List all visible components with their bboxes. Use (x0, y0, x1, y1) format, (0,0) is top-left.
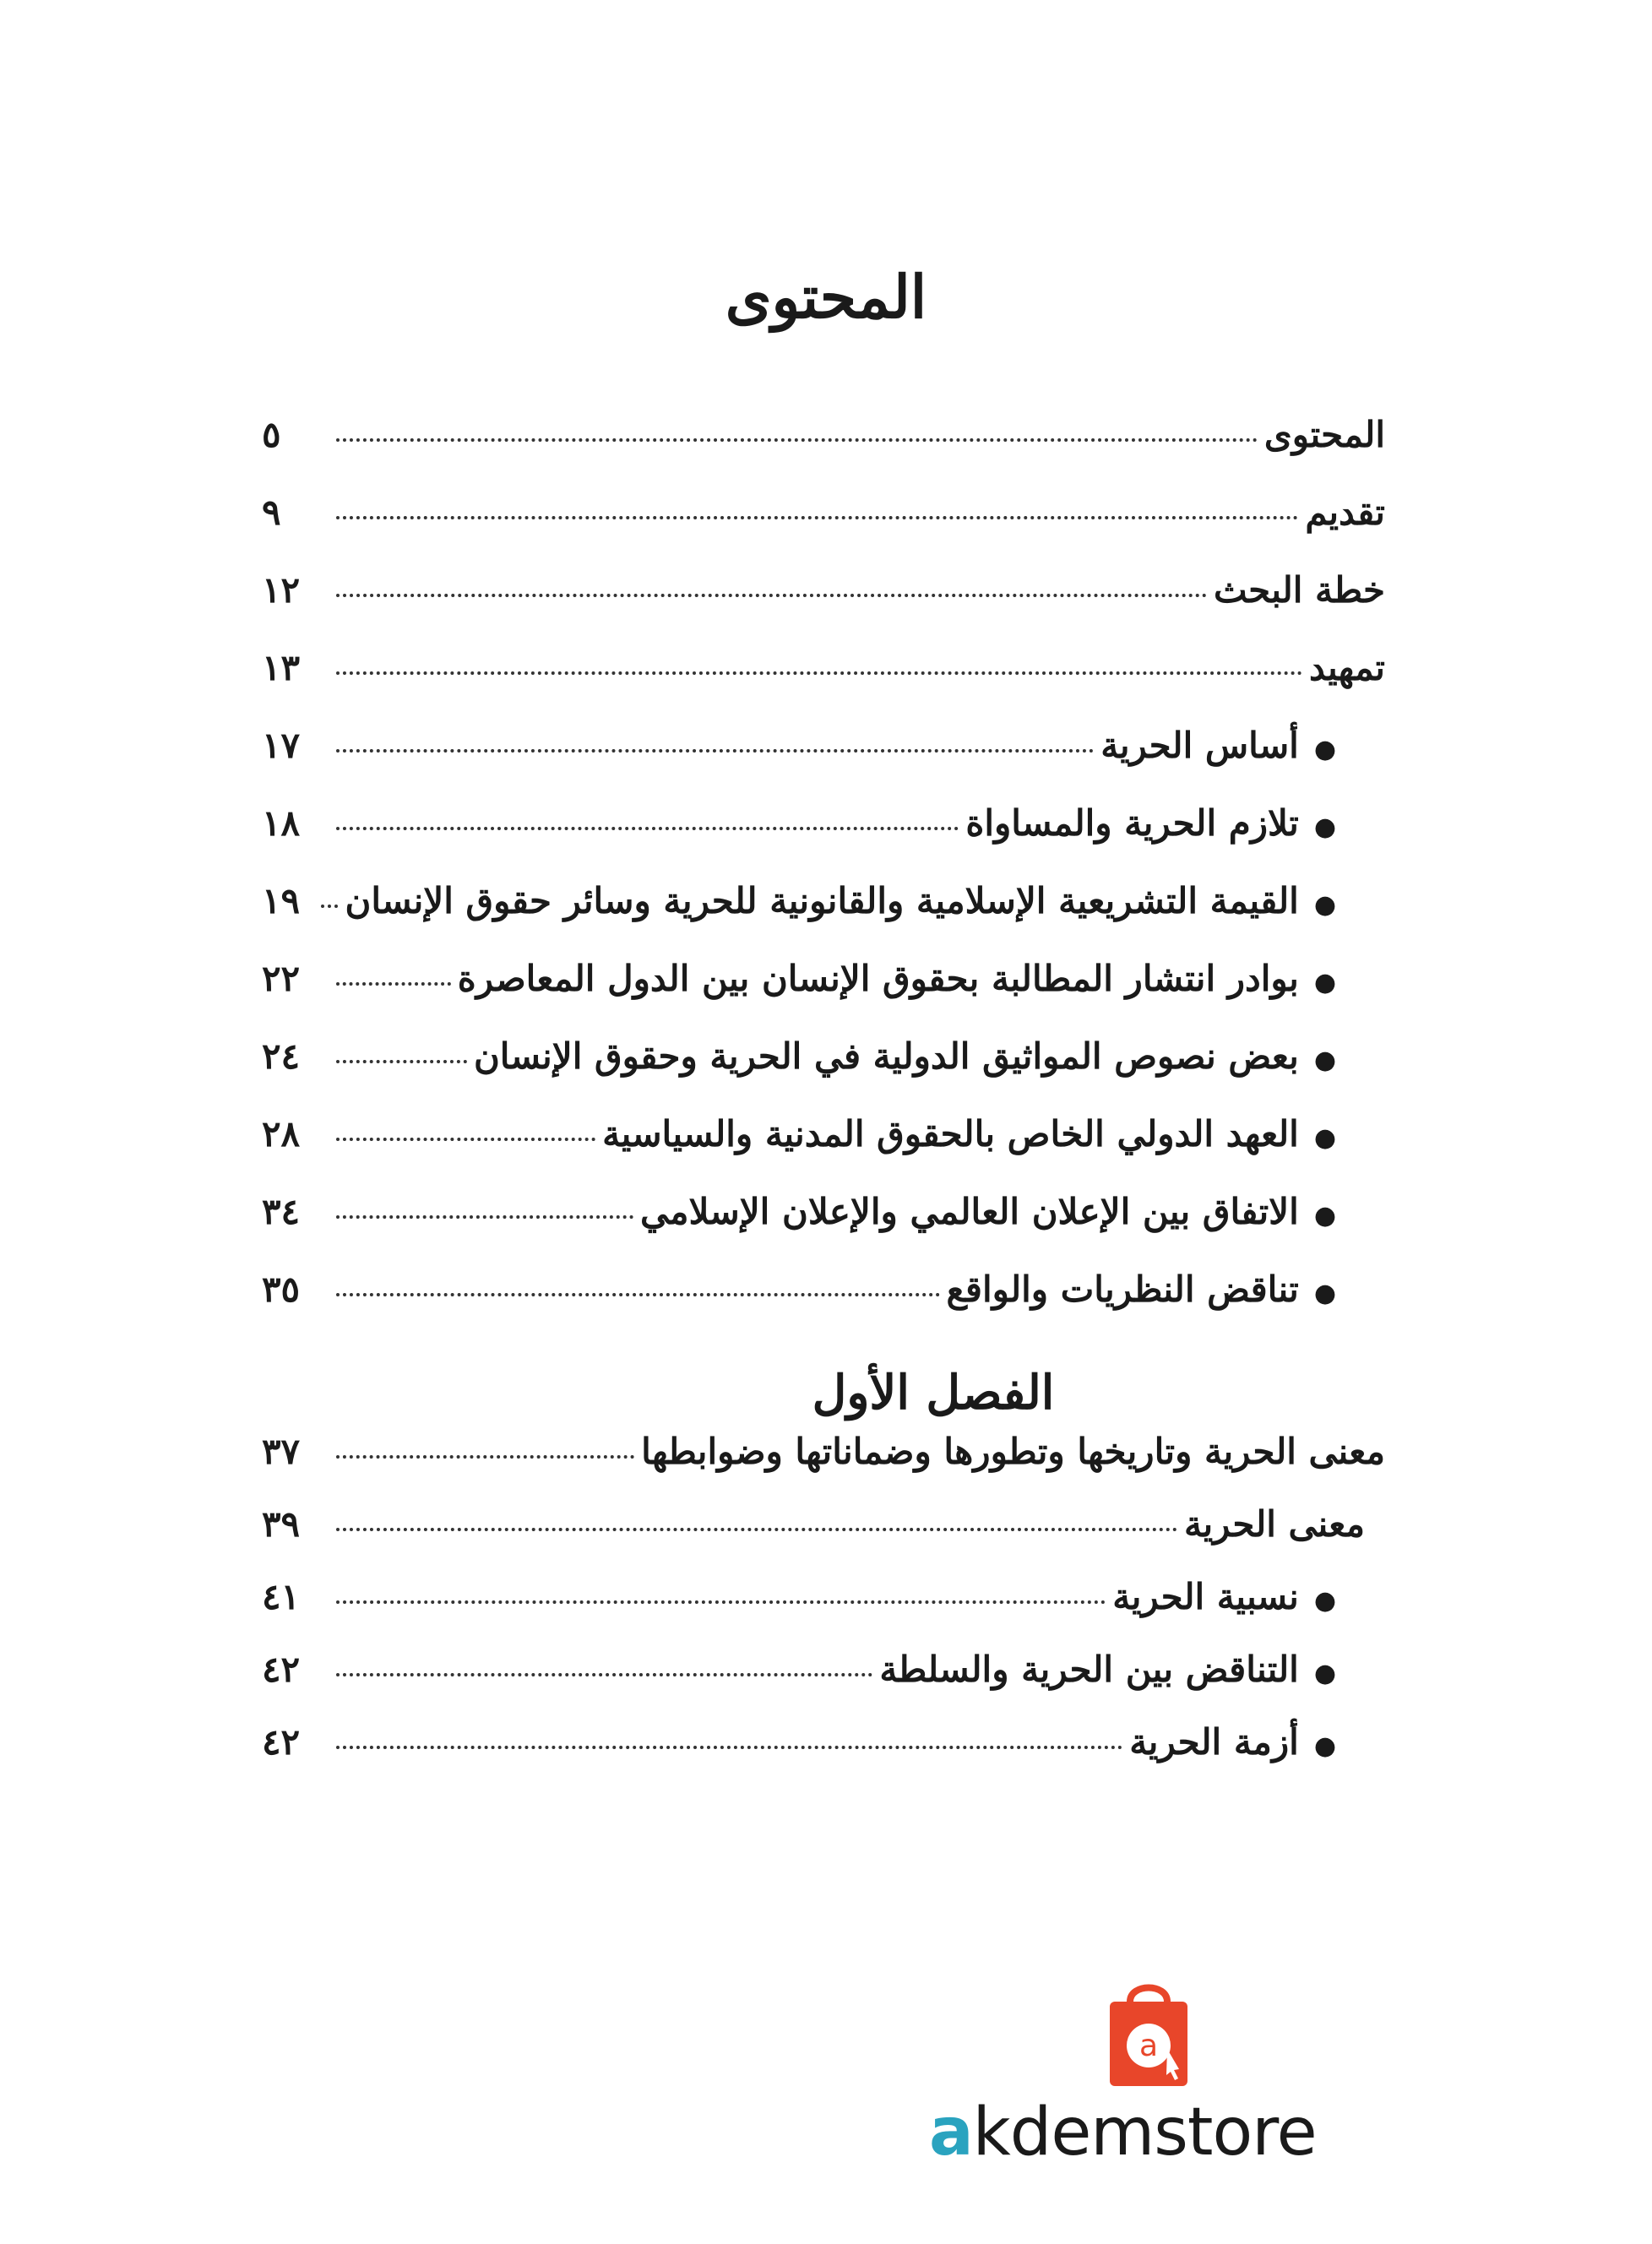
store-logo (929, 1968, 1368, 2171)
toc-entry (262, 569, 1385, 647)
toc-entry-page: ٣٩ (262, 1503, 301, 1545)
bullet-icon: ● (1313, 1123, 1336, 1153)
dot-leader (336, 438, 1258, 442)
bullet-icon: ● (1313, 1201, 1336, 1231)
bullet-icon: ● (1313, 812, 1336, 842)
dot-leader (336, 1215, 633, 1219)
table-of-contents (262, 414, 1385, 1794)
toc-entry-label: أساس الحرية (1100, 725, 1299, 766)
toc-entry (262, 1649, 1385, 1721)
bullet-icon: ● (1313, 1279, 1336, 1308)
toc-entry (262, 1035, 1385, 1113)
toc-entry-page: ٢٨ (262, 1113, 301, 1155)
dot-leader (336, 594, 1207, 597)
toc-entry (262, 880, 1385, 958)
toc-entry-label: الاتفاق بين الإعلان العالمي والإعلان الإسلامي (639, 1191, 1299, 1232)
dot-leader (336, 1060, 467, 1063)
shopping-bag-icon (1098, 1968, 1199, 2095)
toc-entry (262, 492, 1385, 569)
toc-entry-page: ٤٢ (262, 1649, 301, 1690)
toc-entry-label: بعض نصوص المواثيق الدولية في الحرية وحقوق الإنسان (473, 1035, 1299, 1077)
toc-entry-label: بوادر انتشار المطالبة بحقوق الإنسان بين الدول المعاصرة (457, 958, 1299, 999)
toc-entry-label: تمهيد (1308, 647, 1385, 688)
toc-entry-label: تقديم (1305, 492, 1385, 533)
toc-entry-label: العهد الدولي الخاص بالحقوق المدنية والسياسية (602, 1113, 1299, 1155)
store-wordmark: akdemstore (929, 2095, 1317, 2171)
bullet-icon: ● (1313, 1659, 1336, 1688)
dot-leader (336, 1293, 940, 1296)
toc-entry (262, 1721, 1385, 1794)
bullet-icon: ● (1313, 1046, 1336, 1075)
dot-leader (336, 671, 1302, 675)
toc-entry-page: ١٧ (262, 725, 301, 766)
toc-entry (262, 1269, 1385, 1346)
dot-leader (336, 749, 1094, 753)
bullet-icon: ● (1313, 1586, 1336, 1616)
toc-entry (262, 1503, 1385, 1576)
toc-entry-page: ٩ (262, 492, 281, 533)
toc-entry-page: ٢٤ (262, 1035, 301, 1077)
dot-leader (336, 1138, 595, 1141)
page-title: المحتوى (725, 262, 927, 332)
dot-leader (336, 1746, 1122, 1749)
dot-leader (336, 516, 1298, 519)
toc-entry (262, 647, 1385, 725)
dot-leader (321, 905, 338, 908)
bullet-icon: ● (1313, 735, 1336, 764)
toc-entry (262, 414, 1385, 492)
toc-entry-label: خطة البحث (1213, 569, 1385, 611)
toc-entry-page: ٣٧ (262, 1431, 301, 1472)
bullet-icon: ● (1313, 968, 1336, 997)
toc-group-intro (262, 414, 1385, 1346)
toc-entry-page: ٢٢ (262, 958, 301, 999)
toc-entry-page: ١٨ (262, 802, 301, 844)
bullet-icon: ● (1313, 1731, 1336, 1761)
toc-entry-label: نسبية الحرية (1112, 1576, 1299, 1617)
dot-leader (336, 982, 451, 986)
dot-leader (336, 1600, 1106, 1604)
toc-entry (262, 725, 1385, 802)
toc-entry (262, 802, 1385, 880)
toc-entry (262, 958, 1385, 1035)
toc-entry-label: المحتوى (1263, 414, 1385, 455)
toc-group-chapter-one (262, 1431, 1385, 1794)
svg-text:a: a (1138, 2029, 1159, 2063)
toc-entry (262, 1191, 1385, 1269)
toc-entry (262, 1113, 1385, 1191)
bullet-icon: ● (1313, 890, 1336, 920)
toc-entry-page: ٥ (262, 414, 281, 455)
dot-leader (336, 827, 959, 830)
toc-entry-label: التناقض بين الحرية والسلطة (879, 1649, 1299, 1690)
toc-entry-label: القيمة التشريعية الإسلامية والقانونية للحرية وسائر حقوق الإنسان (345, 880, 1299, 921)
toc-entry-label: تلازم الحرية والمساواة (965, 802, 1299, 844)
section-heading: الفصل الأول (812, 1365, 1055, 1421)
toc-entry-page: ٣٥ (262, 1269, 301, 1310)
dot-leader (336, 1528, 1177, 1531)
toc-entry-label: معنى الحرية (1183, 1503, 1365, 1545)
toc-entry-page: ١٣ (262, 647, 301, 688)
toc-entry-page: ٣٤ (262, 1191, 301, 1232)
toc-entry-label: أزمة الحرية (1129, 1721, 1299, 1763)
toc-entry (262, 1431, 1385, 1503)
toc-entry-page: ٤١ (262, 1576, 301, 1617)
toc-entry-page: ١٩ (262, 880, 301, 921)
dot-leader (336, 1455, 634, 1459)
toc-entry-label: تناقض النظريات والواقع (946, 1269, 1299, 1310)
toc-entry-label: معنى الحرية وتاريخها وتطورها وضماناتها وضوابطها (641, 1431, 1385, 1472)
toc-entry-page: ٤٢ (262, 1721, 301, 1763)
dot-leader (336, 1673, 872, 1676)
toc-entry-page: ١٢ (262, 569, 301, 611)
toc-entry (262, 1576, 1385, 1649)
